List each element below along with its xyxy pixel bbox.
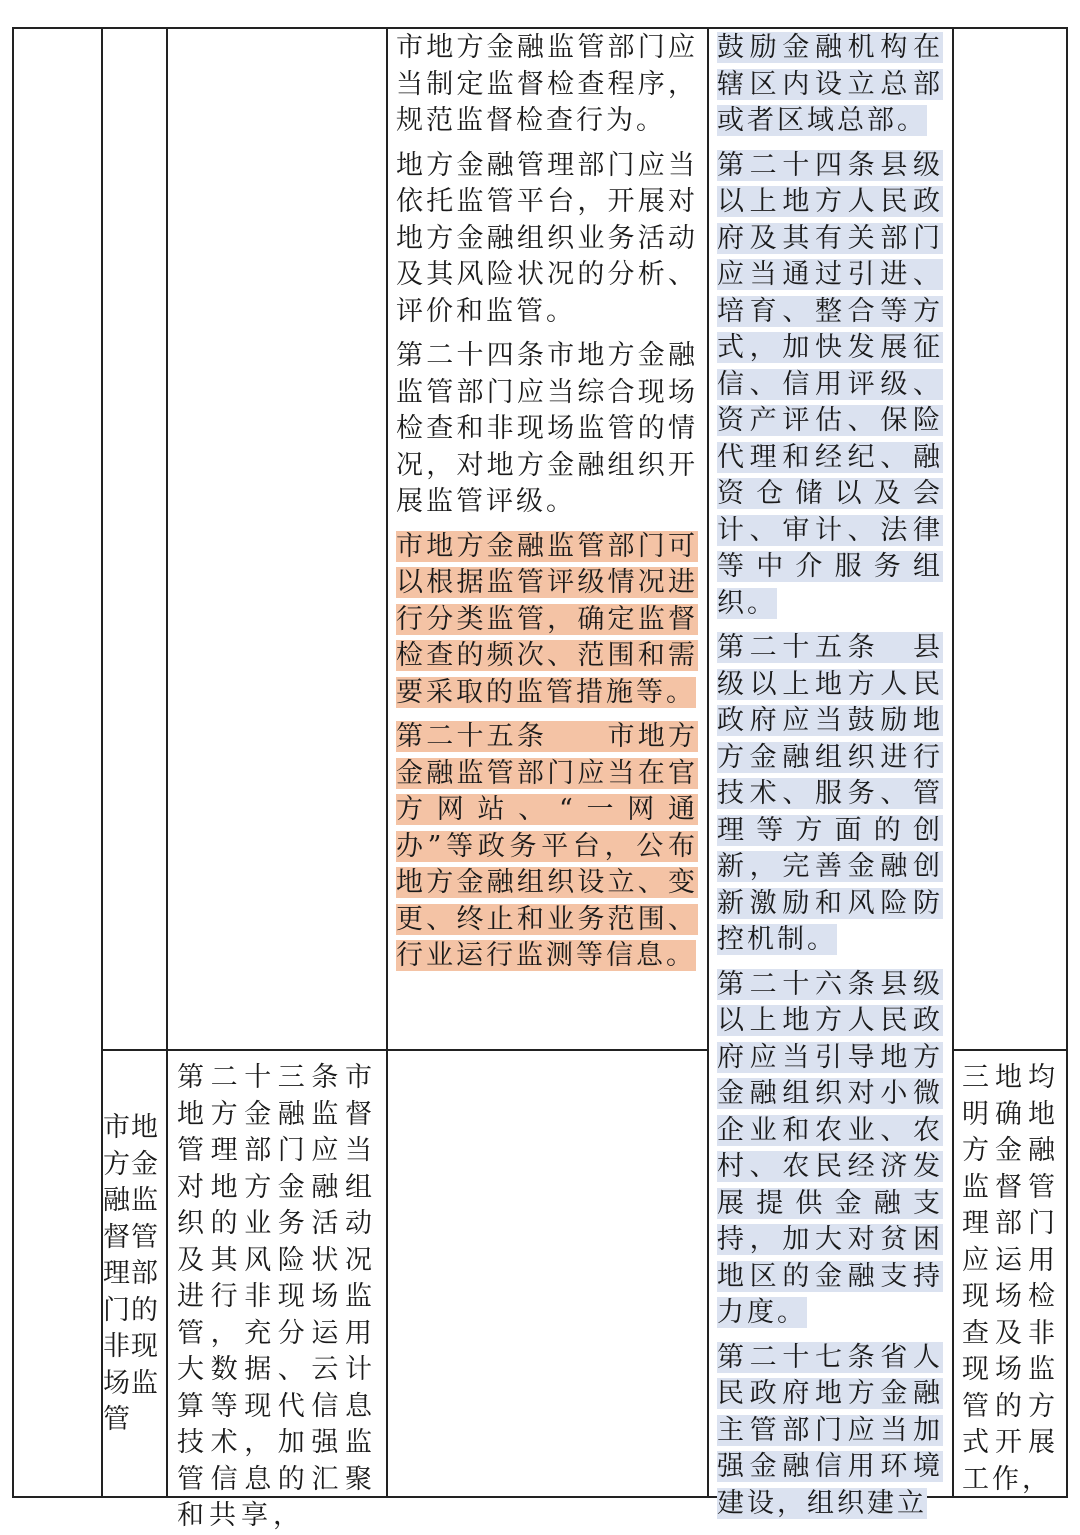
- highlighted-article-paragraph: 第二十五条 县级以上地方人民政府应当鼓励地方金融组织进行技术、服务、管理等方面的创新，完善金融创新激励和风险防控机制。: [717, 632, 943, 955]
- highlighted-article-paragraph: 第二十七条省人民政府地方金融主管部门应当加强金融信用环境建设，组织建立: [717, 1341, 943, 1519]
- column-divider-2: [166, 28, 168, 1498]
- highlighted-article-paragraph: 第二十五条 市地方金融监管部门应当在官方网站、“一网通办”等政务平台，公布地方金融组织设立、变更、终止和业务范围、行业运行监测等信息。: [396, 721, 698, 971]
- column-divider-5: [952, 28, 954, 1498]
- cell-article-23-text: 第二十三条市地方金融监督管理部门应当对地方金融组织的业务活动及其风险状况进行非现场监管，充分运用大数据、云计算等现代信息技术，加强监管信息的汇聚和共享，: [177, 1062, 377, 1531]
- article-paragraph: 地方金融管理部门应当依托监管平台，开展对地方金融组织业务活动及其风险状况的分析、评价和监管。: [396, 149, 698, 327]
- article-paragraph: 市地方金融监管部门应当制定监督检查程序，规范监督检查行为。: [396, 32, 698, 136]
- column-divider-3: [386, 28, 388, 1498]
- highlighted-article-paragraph: 第二十六条县级以上地方人民政府应当引导地方金融组织对小微企业和农业、农村、农民经济发展提供金融支持，加大对贫困地区的金融支持力度。: [717, 968, 943, 1328]
- row-divider-left: [101, 1049, 708, 1051]
- highlighted-article-paragraph: 市地方金融监管部门可以根据监管评级情况进行分类监管，确定监督检查的频次、范围和需要采取的监管措施等。: [396, 530, 698, 708]
- table-border-right: [1066, 28, 1068, 1498]
- highlighted-article-paragraph: 第二十四条县级以上地方人民政府及其有关部门应当通过引进、培育、整合等方式，加快发展征信、信用评级、资产评估、保险代理和经纪、融资仓储以及会计、审计、法律等中介服务组织。: [717, 149, 943, 619]
- cell-comparison-summary: 三地均明确地方金融监督管理部门应运用现场检查及非现场监管的方式开展工作，: [962, 1062, 1058, 1495]
- table-border-top: [12, 27, 1068, 29]
- row-divider-right: [952, 1049, 1068, 1051]
- cell-province-regulation-text: [717, 30, 943, 1530]
- table-border-left: [12, 28, 14, 1498]
- highlighted-article-paragraph: 鼓励金融机构在辖区内设立总部或者区域总部。: [717, 32, 943, 136]
- cell-upper-regulation-text: [396, 30, 698, 983]
- article-paragraph: 第二十四条市地方金融监管部门应当综合现场检查和非现场监管的情况，对地方金融组织开展监管评级。: [396, 340, 698, 517]
- column-divider-4: [707, 28, 709, 1498]
- row-title-offsite-supervision: 市地方金融监督管理部门的非现场监管: [103, 1112, 159, 1435]
